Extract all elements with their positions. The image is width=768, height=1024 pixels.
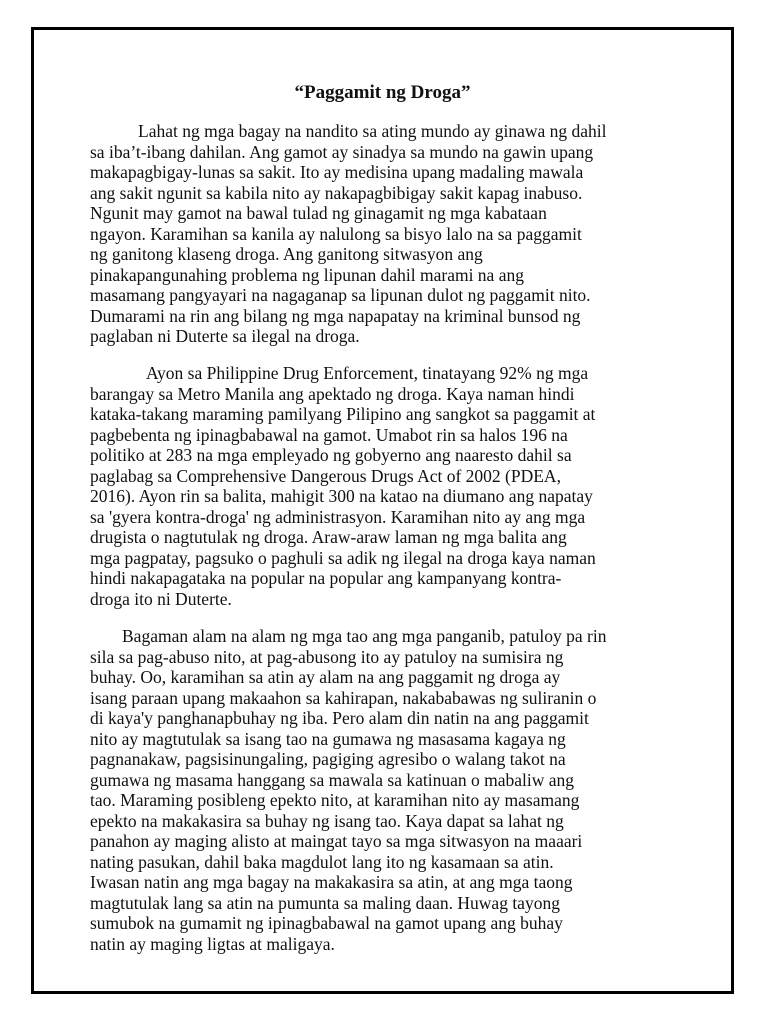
document-border [31, 27, 734, 994]
text-line: ngayon. Karamihan sa kanila ay nalulong sa bisyo lalo na sa paggamit [90, 223, 582, 244]
text-line: barangay sa Metro Manila ang apektado ng droga. Kaya naman hindi [90, 383, 575, 404]
text-line: sila sa pag-abuso nito, at pag-abusong ito ay patuloy na sumisira ng [90, 646, 564, 667]
text-line: Dumarami na rin ang bilang ng mga napapatay na kriminal bunsod ng [90, 305, 581, 326]
text-line: isang paraan upang makaahon sa kahirapan, nakababawas ng suliranin o [90, 687, 597, 708]
text-line: masamang pangyayari na nagaganap sa lipunan dulot ng paggamit nito. [90, 285, 591, 305]
text-line: Ayon sa Philippine Drug Enforcement, tinatayang 92% ng mga [146, 363, 589, 383]
text-line: 2016). Ayon rin sa balita, mahigit 300 na katao na diumano ang napatay [90, 486, 593, 506]
text-line: droga ito ni Duterte. [90, 588, 232, 609]
text-line: epekto na makakasira sa buhay ng isang tao. Kaya dapat sa lahat ng [90, 810, 564, 831]
text-line: di kaya'y panghanapbuhay ng iba. Pero alam din natin na ang paggamit [90, 708, 589, 728]
text-line: Iwasan natin ang mga bagay na makakasira sa atin, at ang mga taong [90, 872, 573, 892]
text-line: Ngunit may gamot na bawal tulad ng ginagamit ng mga kabataan [90, 203, 547, 223]
text-line: paglaban ni Duterte sa ilegal na droga. [90, 326, 360, 346]
text-line: kataka-takang maraming pamilyang Pilipino ang sangkot sa paggamit at [90, 404, 596, 424]
paragraph-1 [90, 121, 675, 347]
text-line: pagnanakaw, pagsisinungaling, pagiging agresibo o walang takot na [90, 749, 566, 769]
text-line: mga pagpatay, pagsuko o paghuli sa adik ng ilegal na droga kaya naman [90, 547, 596, 568]
text-line: natin ay maging ligtas at maligaya. [90, 933, 335, 954]
text-line: magtutulak lang sa atin na pumunta sa maling daan. Huwag tayong [90, 892, 560, 913]
document-title: “Paggamit ng Droga” [294, 82, 471, 103]
text-line: tao. Maraming posibleng epekto nito, at karamihan nito ay masamang [90, 790, 580, 810]
text-line: sumubok na gumamit ng ipinagbabawal na gamot upang ang buhay [90, 913, 563, 933]
text-line: nito ay magtutulak sa isang tao na gumawa ng masasama kagaya ng [90, 728, 566, 749]
text-line: gumawa ng masama hanggang sa mawala sa katinuan o mabaliw ang [90, 769, 575, 790]
text-line: nating pasukan, dahil baka magdulot lang ito ng kasamaan sa atin. [90, 851, 554, 872]
text-line: politiko at 283 na mga empleyado ng gobyerno ang naaresto dahil sa [90, 445, 572, 465]
text-line: buhay. Oo, karamihan sa atin ay alam na ang paggamit ng droga ay [90, 667, 561, 687]
text-line: sa iba’t-ibang dahilan. Ang gamot ay sinadya sa mundo na gawin upang [90, 141, 594, 162]
text-line: hindi nakapagataka na popular na popular ang kampanyang kontra- [90, 568, 562, 588]
text-line: Lahat ng mga bagay na nandito sa ating mundo ay ginawa ng dahil [138, 121, 607, 141]
text-line: ang sakit ngunit sa kabila nito ay nakapagbibigay sakit kapag inabuso. [90, 182, 583, 203]
text-line: ng ganitong klaseng droga. Ang ganitong sitwasyon ang [90, 244, 483, 264]
paragraph-3 [90, 626, 675, 954]
text-line: makapagbigay-lunas sa sakit. Ito ay medisina upang madaling mawala [90, 162, 584, 182]
text-line: pinakapangunahing problema ng lipunan dahil marami na ang [90, 264, 524, 285]
text-line: panahon ay maging alisto at maingat tayo sa mga sitwasyon na maaari [90, 831, 583, 851]
paragraph-2 [90, 363, 675, 609]
text-line: Bagaman alam na alam ng mga tao ang mga panganib, patuloy pa rin [122, 626, 607, 646]
text-line: drugista o nagtutulak ng droga. Araw-araw laman ng mga balita ang [90, 527, 567, 547]
text-line: sa 'gyera kontra-droga' ng administrasyon. Karamihan nito ay ang mga [90, 506, 586, 527]
text-line: paglabag sa Comprehensive Dangerous Drugs Act of 2002 (PDEA, [90, 465, 561, 486]
text-line: pagbebenta ng ipinagbabawal na gamot. Umabot rin sa halos 196 na [90, 424, 568, 445]
